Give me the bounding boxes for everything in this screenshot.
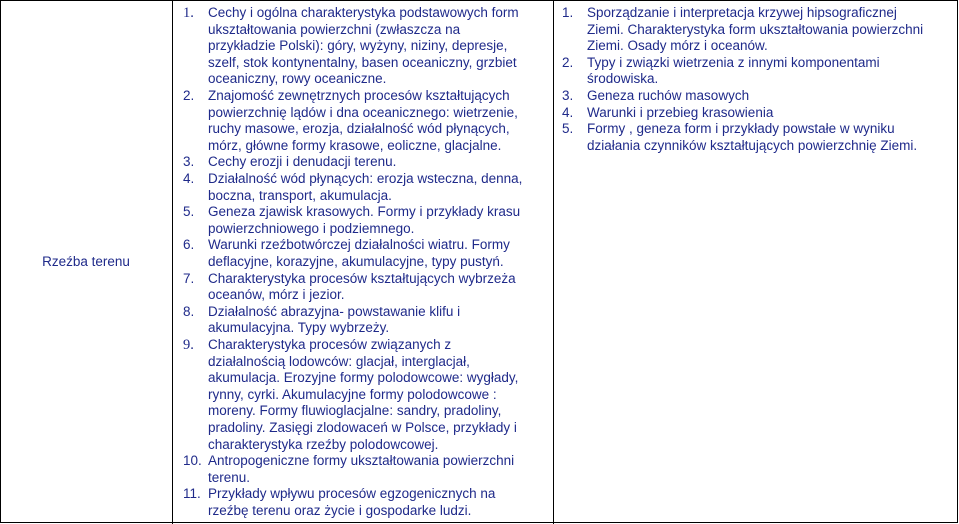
list-item-number: 5.: [183, 204, 195, 220]
list-item-line: Formy , geneza form i przykłady powstałe w wyniku: [587, 121, 895, 137]
list-item-line: charakterystyka rzeźby polodowcowej.: [208, 436, 439, 452]
list-item: [562, 5, 923, 55]
list-item: [183, 154, 396, 171]
list-item-line: akumulacja. Erozyjne formy polodowcowe: wygłady,: [208, 370, 519, 386]
list-item-line: rzeźbę terenu oraz życie i gospodarke ludzi.: [208, 502, 472, 518]
list-item-line: Typy i związki wietrzenia z innymi komponentami: [587, 54, 880, 70]
list-item-line: akumulacyjna. Typy wybrzeży.: [208, 320, 390, 336]
list-item-line: przykładzie Polski): góry, wyżyny, niziny, depresje,: [208, 38, 508, 54]
list-item-line: Charakterystyka procesów związanych z: [208, 337, 452, 352]
list-item-number: 11.: [183, 486, 201, 502]
list-item-line: Charakterystyka procesów kształtujących wybrzeża: [208, 270, 516, 286]
list-item: [183, 204, 520, 237]
list-item-line: Warunki i przebieg krasowienia: [587, 104, 774, 120]
list-item: [562, 105, 773, 122]
list-item-number: 4.: [562, 104, 574, 120]
list-item: [183, 237, 510, 270]
list-item-number: 3.: [562, 88, 574, 103]
list-item-line: Geneza ruchów masowych: [587, 88, 750, 103]
list-item-line: Ziemi. Charakterystyka form ukształtowania powierzchni: [587, 21, 924, 37]
list-item-line: Działalność abrazyjna- powstawanie klifu i: [208, 303, 461, 319]
list-item: [562, 88, 749, 105]
list-item-line: powierzchniowego i podziemnego.: [208, 220, 415, 236]
list-item-line: rynny, cyrki. Akumulacyjne formy polodowcowe :: [208, 386, 497, 402]
list-item-number: 4.: [183, 171, 195, 186]
list-item-line: środowiska.: [587, 71, 659, 87]
list-item-line: Cechy i ogólna charakterystyka podstawowych form: [208, 5, 519, 20]
list-item-line: Ziemi. Osady mórz i oceanów.: [587, 38, 768, 54]
list-item: [183, 486, 495, 519]
list-item-number: 10.: [183, 453, 202, 469]
list-item: [183, 271, 516, 304]
list-item-line: oceaniczny, rowy oceaniczne.: [208, 71, 387, 87]
list-item-line: Cechy erozji i denudacji terenu.: [208, 154, 397, 170]
row-label: Rzeźba terenu: [42, 254, 130, 269]
list-item-number: 9.: [183, 337, 194, 353]
list-item-line: Geneza zjawisk krasowych. Formy i przykłady krasu: [208, 204, 521, 220]
list-item-line: ukształtowania powierzchni (zwłaszcza na: [208, 21, 461, 37]
list-item: [183, 453, 514, 486]
list-item-number: 1.: [562, 5, 574, 20]
list-item-line: Sporządzanie i interpretacja krzywej hipsograficznej: [587, 5, 897, 20]
list-item-line: boczna, transport, akumulacja.: [208, 187, 392, 203]
list-item-line: mórz, główne formy krasowe, eoliczne, glacjalne.: [208, 137, 502, 153]
list-item: [183, 337, 518, 453]
list-item-line: działalnością lodowców: glacjał, interglacjał,: [208, 353, 470, 369]
list-item-line: Działalność wód płynących: erozja wsteczna, denna,: [208, 171, 523, 186]
list-item: [183, 304, 460, 337]
list-item-number: 2.: [562, 54, 574, 70]
list-item-number: 6.: [183, 237, 195, 253]
column-divider: [172, 0, 173, 524]
list-item-line: pradoliny. Zasięgi zlodowaceń w Polsce, przykłady i: [208, 419, 517, 435]
list-item-number: 7.: [183, 270, 195, 286]
list-item-line: oceanów, mórz i jezior.: [208, 287, 345, 303]
list-item-line: ruchy masowe, erozja, działalność wód płynących,: [208, 121, 510, 137]
list-item: [562, 55, 880, 88]
list-item-line: szelf, stok kontynentalny, basen oceaniczny, grzbiet: [208, 54, 517, 70]
list-item-line: moreny. Formy fluwioglacjalne: sandry, pradoliny,: [208, 403, 502, 419]
list-item-line: Warunki rzeźbotwórczej działalności wiatru. Formy: [208, 237, 510, 253]
list-item: [562, 121, 917, 154]
list-item-line: terenu.: [208, 469, 251, 485]
list-item-line: Przykłady wpływu procesów egzogenicznych na: [208, 486, 496, 502]
column-divider: [553, 0, 554, 524]
list-item: [183, 5, 519, 88]
list-item-number: 3.: [183, 154, 195, 170]
list-item-line: działania czynników kształtujących powierzchnię Ziemi.: [587, 137, 918, 153]
list-item-line: Antropogeniczne formy ukształtowania powierzchni: [208, 453, 515, 469]
list-item-line: powierzchnię lądów i dna oceanicznego: wietrzenie,: [208, 104, 518, 120]
list-item-number: 8.: [183, 303, 195, 319]
list-item-line: Znajomość zewnętrznych procesów kształtujących: [208, 88, 510, 103]
list-item: [183, 171, 522, 204]
list-item-number: 1.: [183, 5, 194, 21]
list-item-line: deflacyjne, korazyjne, akumulacyjne, typy pustyń.: [208, 253, 504, 269]
list-item: [183, 88, 518, 154]
list-item-number: 5.: [562, 121, 574, 137]
list-item-number: 2.: [183, 88, 195, 103]
